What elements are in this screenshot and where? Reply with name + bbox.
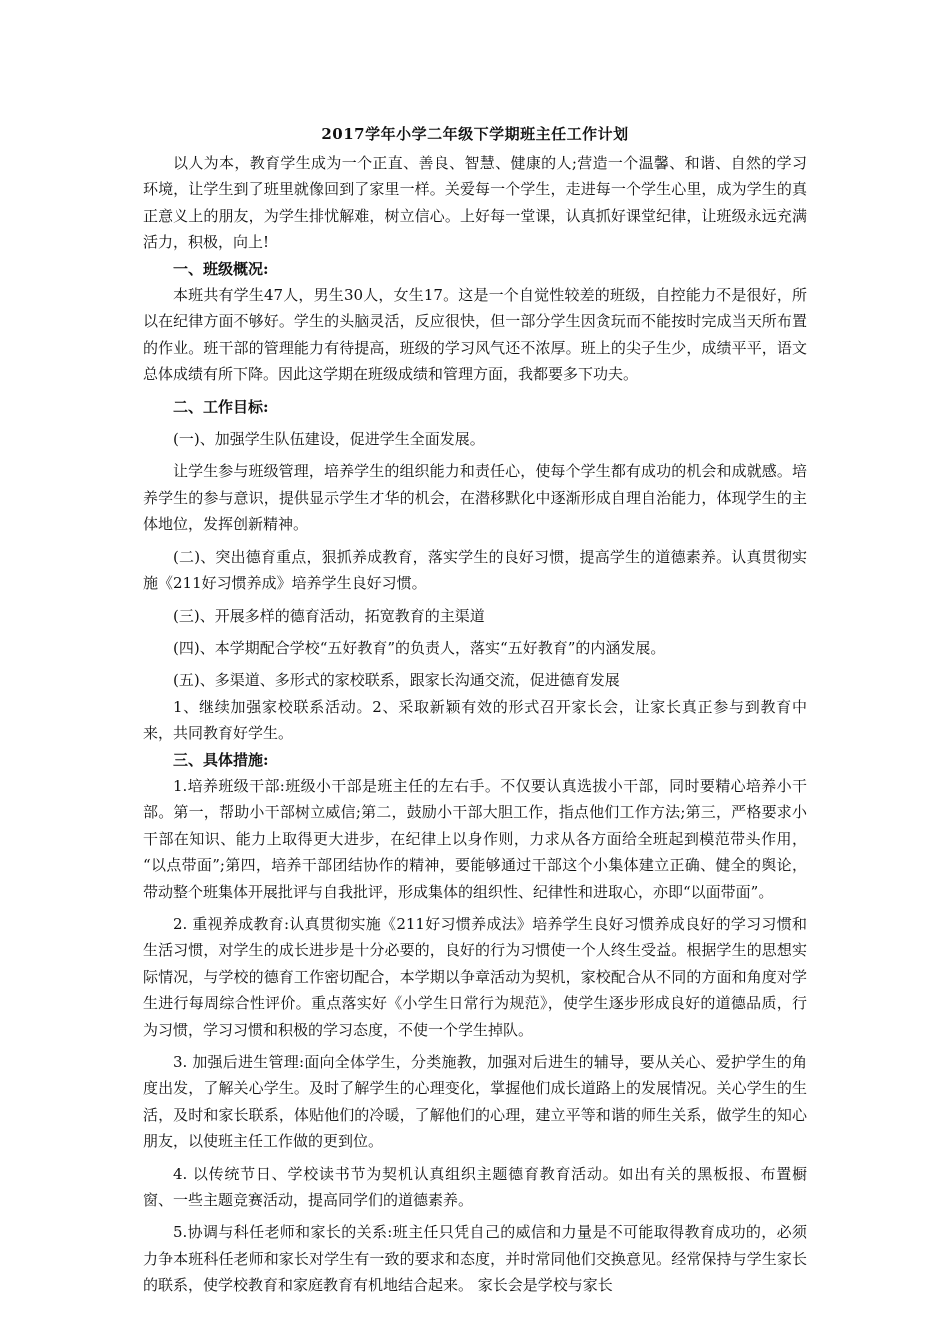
goal-item-1: (一)、加强学生队伍建设，促进学生全面发展。 bbox=[173, 430, 485, 449]
section-heading-work-goals: 二、工作目标: bbox=[173, 397, 269, 416]
goal-item-3: (三)、开展多样的德育活动，拓宽教育的主渠道 bbox=[173, 606, 485, 625]
measure-3-paragraph: 3. 加强后进生管理:面向全体学生，分类施教，加强对后进生的辅导，要从关心、爱护学生的角度出发，了解关心学生。及时了解学生的心理变化，掌握他们成长道路上的发展情况。关心学生的生活，及时和家长联系，体贴他们的冷暖，了解他们的心理，建立平等和谐的师生关系，做学生的知心朋友，以使班主任工作做的更到位。 bbox=[143, 1053, 807, 1151]
goal-item-5-paragraph: 1、继续加强家校联系活动。2、采取新颖有效的形式召开家长会，让家长真正参与到教育中来，共同教育好学生。 bbox=[143, 697, 807, 743]
measure-1-paragraph: 1.培养班级干部:班级小干部是班主任的左右手。不仅要认真选拔小干部，同时要精心培养小干部。第一，帮助小干部树立威信;第二，鼓励小干部大胆工作，指点他们工作方法;第三，严格要求小干部在知识、能力上取得更大进步，在纪律上以身作则，力求从各方面给全班起到模范带头作用， “以点带面”;第四，培养干部团结协作的精神，要能够通过干部这个小集体建立正确、健全的舆论，带动整个班集体开展批评与自我批评，形成集体的组织性、纪律性和进取心，亦即“以面带面”。 bbox=[143, 776, 807, 901]
class-overview-paragraph: 本班共有学生47人，男生30人，女生17。这是一个自觉性较差的班级，自控能力不是很好，所以在纪律方面不够好。学生的头脑灵活，反应很快，但一部分学生因贪玩而不能按时完成当天所布置的作业。班干部的管理能力有待提高，班级的学习风气还不浓厚。班上的尖子生少，成绩平平，语文总体成绩有所下降。因此这学期在班级成绩和管理方面，我都要多下功夫。 bbox=[143, 286, 807, 384]
section-heading-measures: 三、具体措施: bbox=[173, 750, 269, 769]
measure-5-paragraph: 5.协调与科任老师和家长的关系:班主任只凭自己的威信和力量是不可能取得教育成功的，必须力争本班科任老师和家长对学生有一致的要求和态度，并时常同他们交换意见。经常保持与学生家长的联系，使学校教育和家庭教育有机地结合起来。 家长会是学校与家长 bbox=[143, 1223, 807, 1295]
goal-item-2: (二)、突出德育重点，狠抓养成教育，落实学生的良好习惯，提高学生的道德素养。认真贯彻实施《211好习惯养成》培养学生良好习惯。 bbox=[143, 547, 807, 593]
measure-2-paragraph: 2. 重视养成教育:认真贯彻实施《211好习惯养成法》培养学生良好习惯养成良好的学习习惯和生活习惯，对学生的成长进步是十分必要的，良好的行为习惯使一个人终生受益。根据学生的思想实际情况，与学校的德育工作密切配合，本学期以争章活动为契机，家校配合从不同的方面和角度对学生进行每周综合性评价。重点落实好《小学生日常行为规范》，使学生逐步形成良好的道德品质，行为习惯，学习习惯和积极的学习态度，不使一个学生掉队。 bbox=[143, 914, 807, 1039]
goal-item-5: (五)、多渠道、多形式的家校联系，跟家长沟通交流，促进德育发展 bbox=[173, 671, 620, 690]
document-page bbox=[143, 124, 807, 1299]
goal-item-4: (四)、本学期配合学校“五好教育”的负责人，落实“五好教育”的内涵发展。 bbox=[173, 638, 666, 657]
goal-item-1-paragraph: 让学生参与班级管理，培养学生的组织能力和责任心，使每个学生都有成功的机会和成就感。培养学生的参与意识，提供显示学生才华的机会，在潜移默化中逐渐形成自理自治能力，体现学生的主体地位，发挥创新精神。 bbox=[143, 462, 807, 534]
intro-paragraph: 以人为本，教育学生成为一个正直、善良、智慧、健康的人;营造一个温馨、和谐、自然的学习环境，让学生到了班里就像回到了家里一样。关爱每一个学生，走进每一个学生心里，成为学生的真正意义上的朋友，为学生排忧解难，树立信心。上好每一堂课，认真抓好课堂纪律，让班级永远充满活力，积极，向上! bbox=[143, 154, 807, 252]
measure-4-paragraph: 4. 以传统节日、学校读书节为契机认真组织主题德育教育活动。如出有关的黑板报、布置橱窗、一些主题竞赛活动，提高同学们的道德素养。 bbox=[143, 1164, 807, 1210]
document-title: 2017学年小学二年级下学期班主任工作计划 bbox=[321, 125, 629, 143]
section-heading-class-overview: 一、班级概况: bbox=[173, 259, 269, 278]
